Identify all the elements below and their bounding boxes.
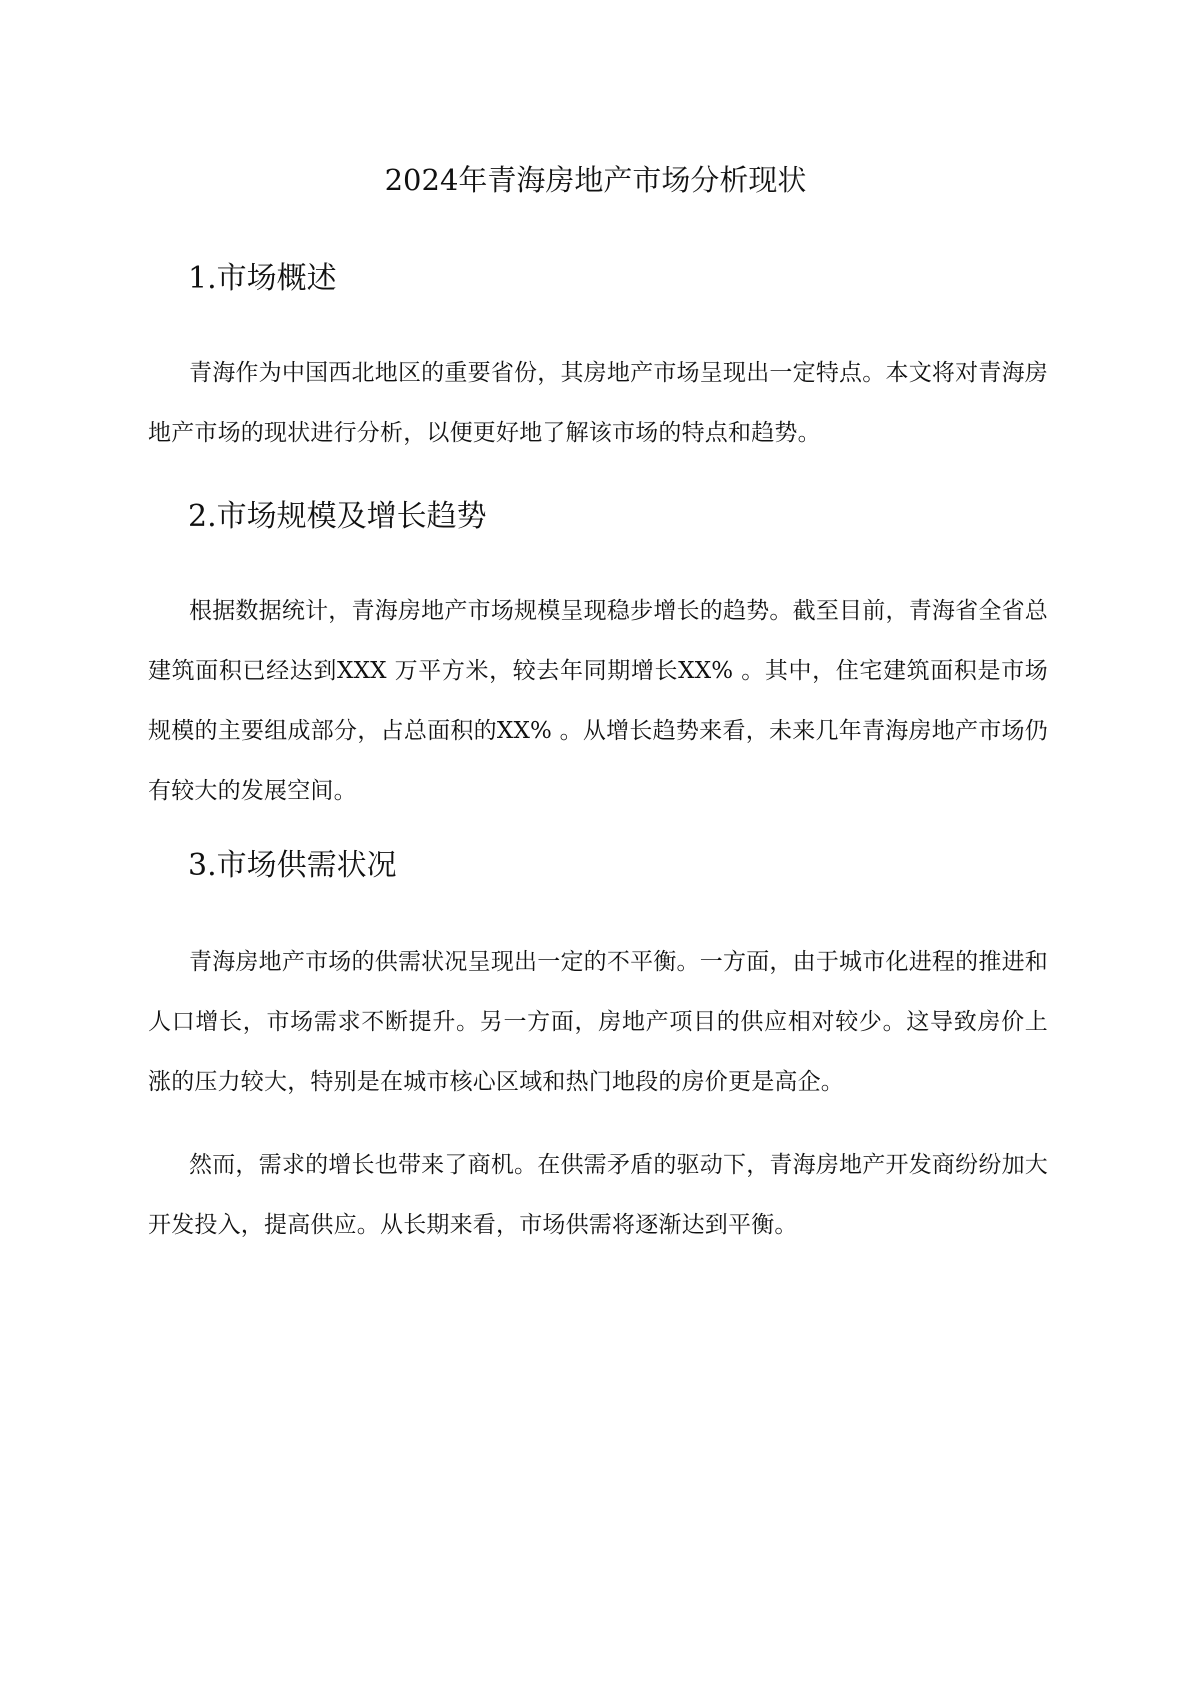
section-heading-market-scale: 2.市场规模及增长趋势 bbox=[188, 499, 487, 534]
document-title: 2024年青海房地产市场分析现状 bbox=[384, 163, 807, 197]
paragraph-market-scale: 根据数据统计，青海房地产市场规模呈现稳步增长的趋势。截至目前，青海省全省总建筑面积已经达到XXX 万平方米，较去年同期增长XX% 。其中，住宅建筑面积是市场规模的主要组成部分，占总面积的XX% 。从增长趋势来看，未来几年青海房地产市场仍有较大的发展空间。 bbox=[148, 598, 1048, 804]
paragraph-supply-demand-1: 青海房地产市场的供需状况呈现出一定的不平衡。一方面，由于城市化进程的推进和人口增长，市场需求不断提升。另一方面，房地产项目的供应相对较少。这导致房价上涨的压力较大，特别是在城市核心区域和热门地段的房价更是高企。 bbox=[148, 949, 1048, 1095]
paragraph-market-overview: 青海作为中国西北地区的重要省份，其房地产市场呈现出一定特点。本文将对青海房地产市场的现状进行分析，以便更好地了解该市场的特点和趋势。 bbox=[148, 360, 1048, 446]
paragraph-supply-demand-2: 然而，需求的增长也带来了商机。在供需矛盾的驱动下，青海房地产开发商纷纷加大开发投入，提高供应。从长期来看，市场供需将逐渐达到平衡。 bbox=[148, 1152, 1048, 1238]
section-heading-supply-demand: 3.市场供需状况 bbox=[188, 848, 397, 883]
section-heading-market-overview: 1.市场概述 bbox=[188, 261, 337, 296]
